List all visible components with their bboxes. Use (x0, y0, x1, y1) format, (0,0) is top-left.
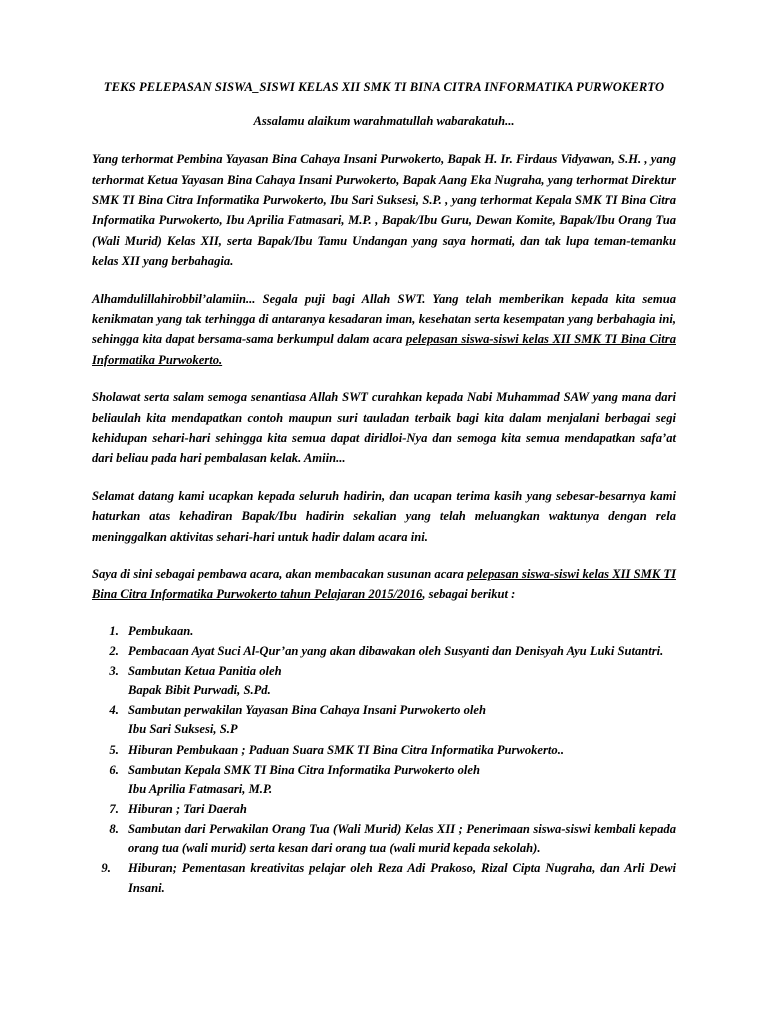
page-title: TEKS PELEPASAN SISWA_SISWI KELAS XII SMK TI BINA CITRA INFORMATIKA PURWOKERTO (103, 80, 665, 94)
list-item (122, 642, 676, 661)
agenda-item-text: Hiburan Pembukaan ; Paduan Suara SMK TI Bina Citra Informatika Purwokerto.. (128, 742, 564, 757)
list-item (122, 761, 676, 799)
agenda-item-text: Pembacaan Ayat Suci Al-Qur’an yang akan dibawakan oleh Susyanti dan Denisyah Ayu Luki Sutantri. (128, 643, 664, 658)
paragraph-welcome: Selamat datang kami ucapkan kepada seluruh hadirin, dan ucapan terima kasih yang sebesar-besarnya kami haturkan atas kehadiran Bapak/Ibu hadirin sekalian yang telah meluangkan waktunya dengan rela meninggalkan aktivitas sehari-hari untuk hadir dalam acara ini. (92, 488, 676, 544)
paragraph-mc-intro (92, 564, 676, 605)
paragraph-mc-intro-emphasis: pelepasan siswa-siswi kelas XII SMK TI Bina Citra Informatika Purwokerto tahun Pelajaran 2015/2016 (92, 566, 677, 602)
agenda-item-subtext: Bapak Bibit Purwadi, S.Pd. (128, 683, 271, 698)
list-item (122, 662, 676, 700)
agenda-item-text: Sambutan perwakilan Yayasan Bina Cahaya Insani Purwokerto oleh (128, 703, 486, 718)
list-item (114, 859, 676, 897)
list-item (122, 800, 676, 819)
paragraph-mc-intro-tail: , sebagai berikut : (422, 587, 516, 602)
agenda-item-text: Hiburan; Pementasan kreativitas pelajar oleh Reza Adi Prakoso, Rizal Cipta Nugraha, dan Arli Dewi Insani. (128, 861, 676, 895)
greeting-line: Assalamu alaikum warahmatullah wabarakatuh... (253, 114, 515, 129)
paragraph-honorifics: Yang terhormat Pembina Yayasan Bina Cahaya Insani Purwokerto, Bapak H. Ir. Firdaus Vidyawan, S.H. , yang terhormat Ketua Yayasan Bina Cahaya Insani Purwokerto, Bapak Aang Eka Nugraha, yang terhormat Direktur SMK TI Bina Citra Informatika Purwokerto, Ibu Sari Suksesi, S.P. , yang terhormat Kepala SMK TI Bina Citra Informatika Purwokerto, Ibu Aprilia Fatmasari, M.P. , Bapak/Ibu Guru, Dewan Komite, Bapak/Ibu Orang Tua (Wali Murid) Kelas XII, serta Bapak/Ibu Tamu Undangan yang saya hormati, dan tak lupa teman-temanku kelas XII yang berbahagia. (92, 152, 676, 269)
list-item (122, 622, 676, 641)
list-item (122, 701, 676, 739)
paragraph-praise-emphasis: pelepasan siswa-siswi kelas XII SMK TI Bina Citra Informatika Purwokerto. (92, 332, 676, 367)
agenda-item-text: Hiburan ; Tari Daerah (128, 801, 247, 816)
paragraph-sholawat: Sholawat serta salam semoga senantiasa Allah SWT curahkan kepada Nabi Muhammad SAW yang mana dari beliaulah kita mendapatkan contoh maupun suri tauladan terbaik bagi kita dalam menjalani berbagai segi kehidupan sehari-hari sehingga kita semua dapat diridloi-Nya dan semoga kita semua mendapatkan safa’at dari beliau pada hari pembalasan kelak. Amiin... (92, 390, 676, 466)
agenda-item-text: Sambutan Ketua Panitia oleh (128, 663, 282, 678)
paragraph-praise-text: Alhamdulillahirobbil’alamiin... Segala puji bagi Allah SWT. Yang telah memberikan kepada kita semua kenikmatan yang tak terhingga di antaranya kesadaran iman, kesehatan serta kesempatan yang berbahagia ini, sehingga kita dapat bersama-sama berkumpul dalam acara (92, 291, 676, 347)
agenda-item-subtext: Ibu Aprilia Fatmasari, M.P. (128, 781, 273, 796)
agenda-item-text: Sambutan Kepala SMK TI Bina Citra Informatika Purwokerto oleh (128, 762, 481, 777)
agenda-item-text: Sambutan dari Perwakilan Orang Tua (Wali Murid) Kelas XII ; Penerimaan siswa-siswi kembali kepada orang tua (wali murid) serta kesan dari orang tua (wali murid kepada sekolah). (128, 822, 676, 856)
list-item (122, 820, 676, 858)
agenda-item-subtext: Ibu Sari Suksesi, S.P (128, 722, 238, 737)
list-item (122, 741, 676, 760)
agenda-list (92, 622, 676, 898)
agenda-item-text: Pembukaan. (128, 623, 194, 638)
paragraph-praise (92, 289, 676, 371)
paragraph-mc-intro-text: Saya di sini sebagai pembawa acara, akan membacakan susunan acara (92, 566, 467, 581)
